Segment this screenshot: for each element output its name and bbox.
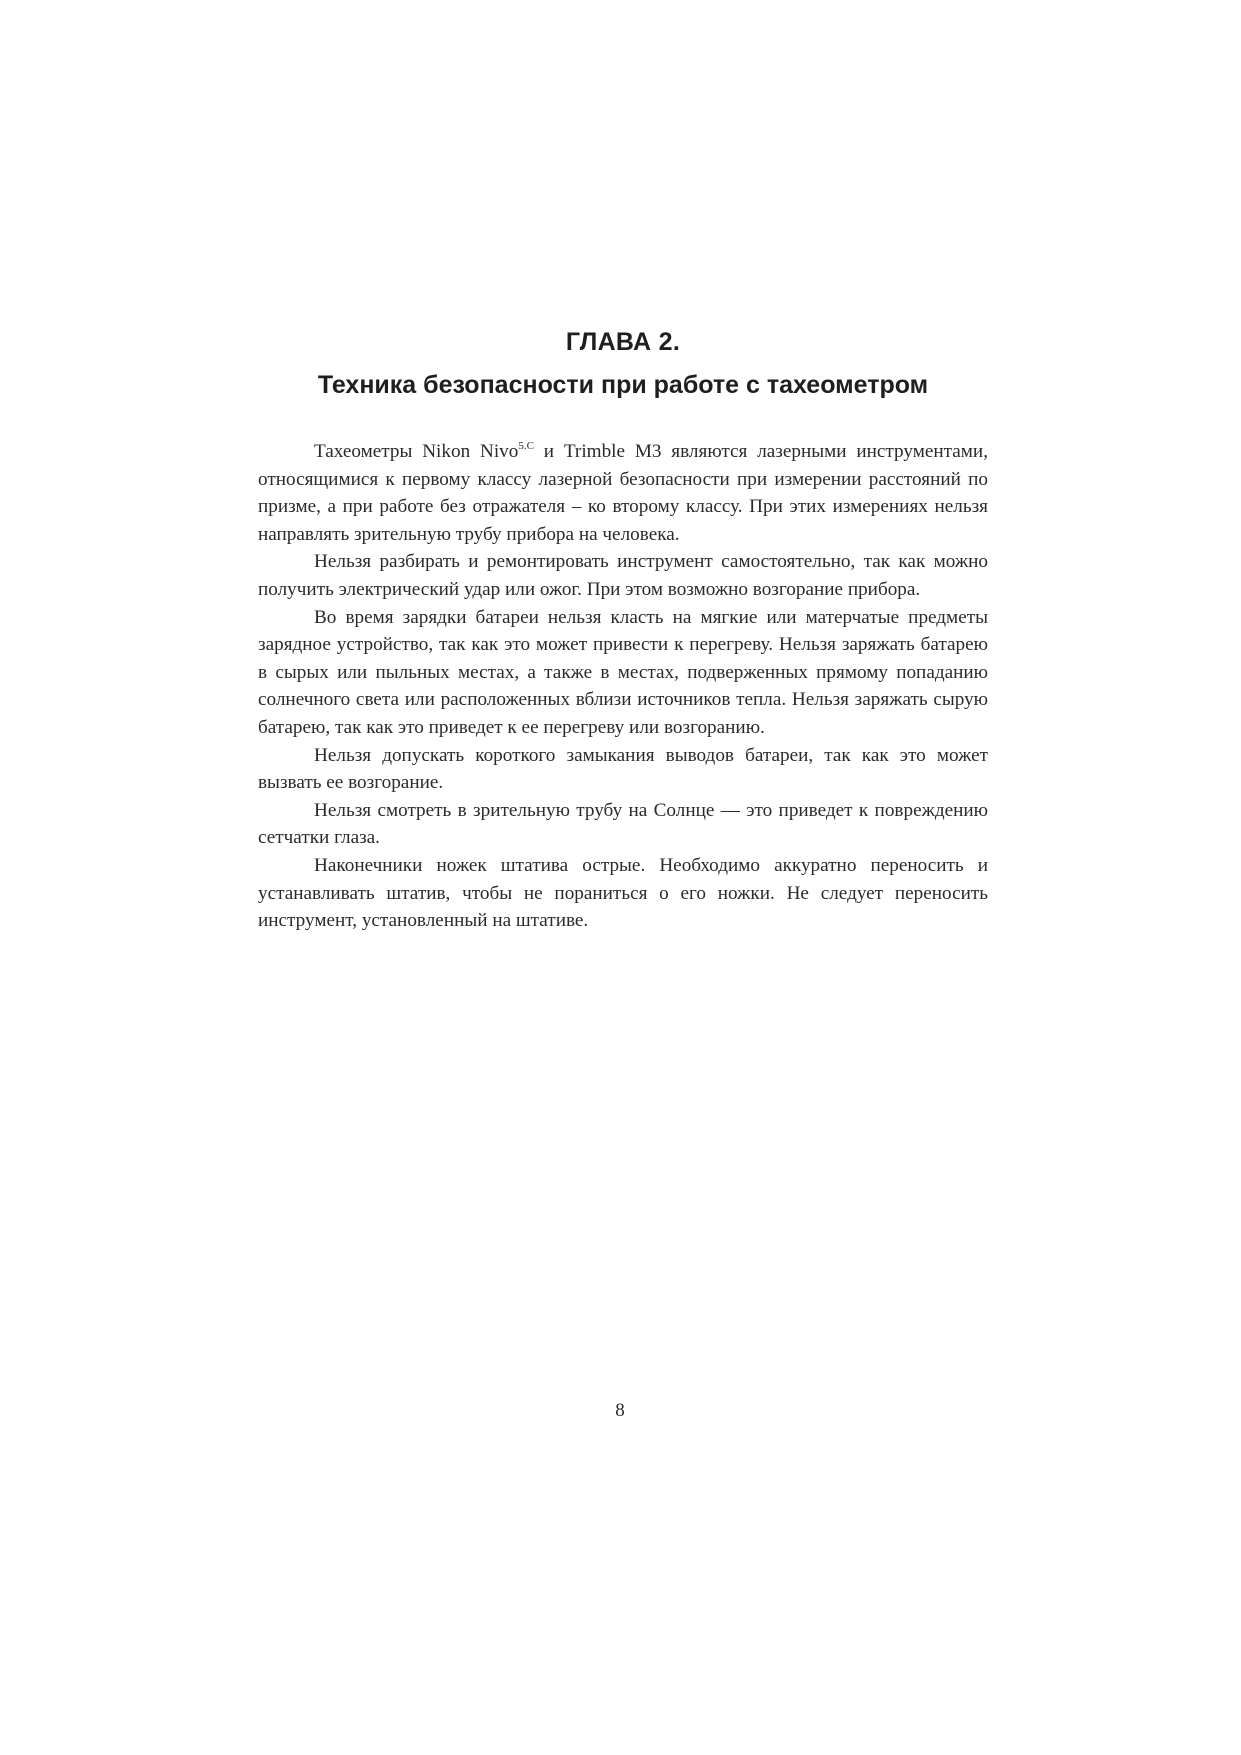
paragraph-text: Тахеометры Nikon Nivo [314,441,519,462]
chapter-number: ГЛАВА 2. [565,328,681,356]
paragraph-disassembly: Нельзя разбирать и ремонтировать инструмент самостоятельно, так как можно получить электрический удар или ожог. При этом возможно возгорание прибора. [258,551,988,600]
paragraph-charging: Во время зарядки батареи нельзя класть на мягкие или матерчатые предметы зарядное устройство, так как это может привести к перегреву. Нельзя заряжать батарею в сырых или пыльных местах, а также в местах, подверженных прямому попаданию солнечного света или расположенных вблизи источников тепла. Нельзя заряжать сырую батарею, так как это приведет к ее перегреву или возгоранию. [258,606,988,738]
body-text [258,438,988,935]
paragraph-short-circuit: Нельзя допускать короткого замыкания выводов батареи, так как это может вызвать ее возгорание. [258,744,988,794]
chapter-heading [258,325,988,402]
page-number: 8 [615,1400,625,1421]
superscript: 5.C [518,440,534,452]
paragraph-sun: Нельзя смотреть в зрительную трубу на Солнце — это приведет к повреждению сетчатки глаза. [258,799,988,849]
paragraph-text: и Trimble M3 являются лазерными инструментами, относящимися к первому классу лазерной безопасности при измерении расстояний по призме, а при работе без отражателя – ко второму классу. При этих измерениях нельзя направлять зрительную трубу прибора на человека. [258,441,988,545]
paragraph-tripod: Наконечники ножек штатива острые. Необходимо аккуратно переносить и устанавливать штатив, чтобы не пораниться о его ножки. Не следует переносить инструмент, установленный на штативе. [258,854,988,932]
paragraph-laser-class [258,438,988,548]
chapter-title: Техника безопасности при работе с тахеометром [317,371,929,399]
